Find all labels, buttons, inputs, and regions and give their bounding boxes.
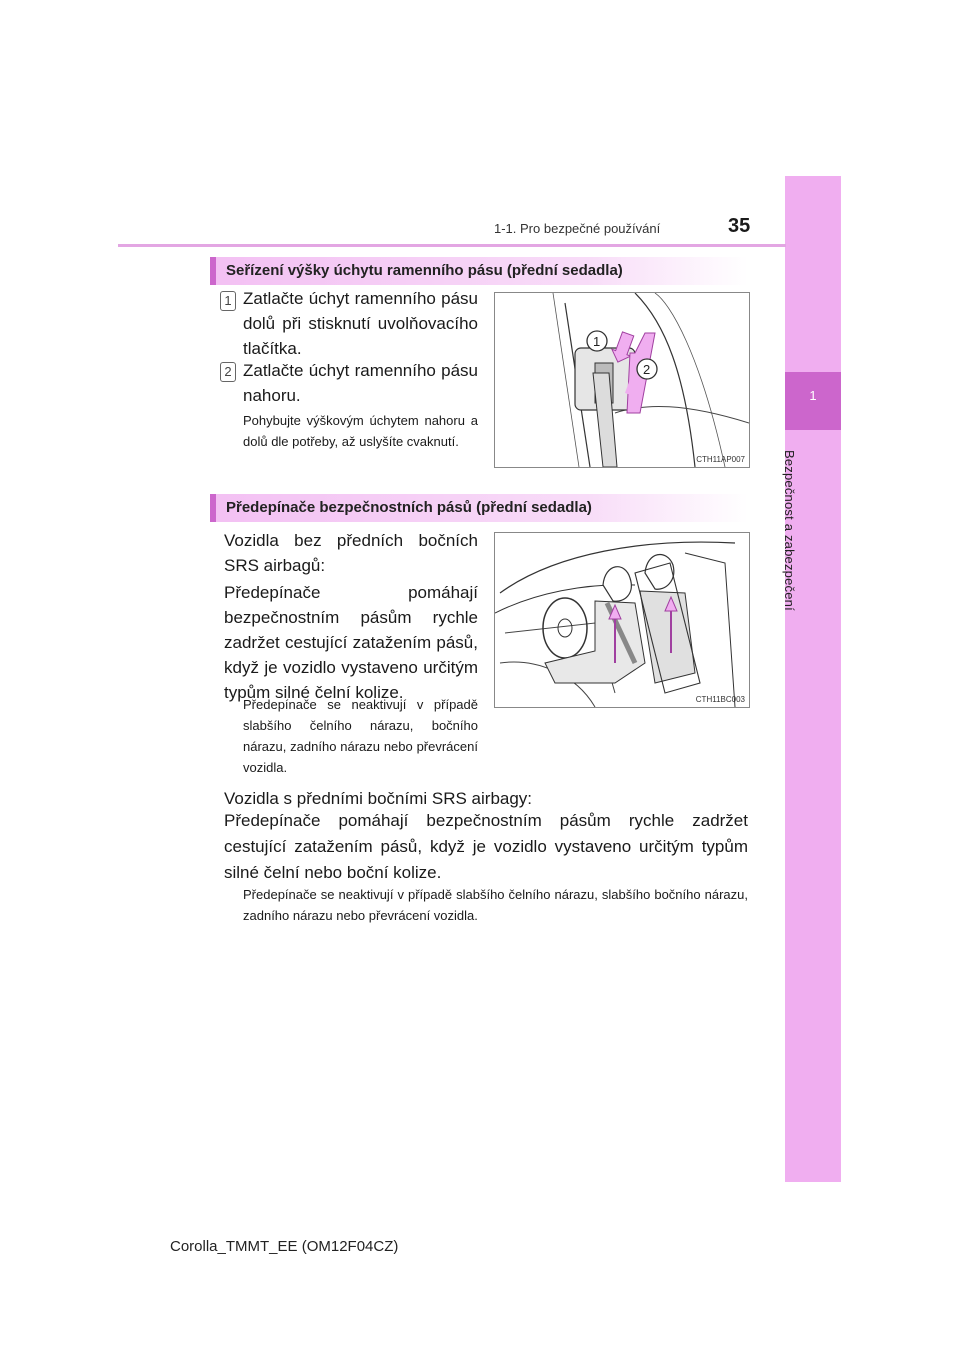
figure-label-1: 1 [593,334,601,349]
section-heading-pretensioners [210,494,748,522]
figure-label-2: 2 [643,362,651,377]
para2-note: Předepínače se neaktivují v případě slabšího čelního nárazu, slabšího bočního nárazu, zadního nárazu nebo převrácení vozidla. [243,887,748,923]
figure-shoulder-anchor [494,292,750,468]
para1-intro: Vozidla bez předních bočních SRS airbagů: [224,531,478,575]
para1-text: Předepínače pomáhají bezpečnostním pásům rychle zadržet cestující zatažením pásů, když je vozidlo vystaveno určitým typům silné čelní kolize. [224,583,478,702]
section-heading-shoulder-anchor [210,257,748,285]
step-marker-2: 2 [220,362,236,382]
figure-code-1: CTH11AP007 [696,455,745,464]
chapter-title-vertical [782,450,806,630]
para2-intro: Vozidla s předními bočními SRS airbagy: [224,789,533,808]
section-heading-text: Předepínače bezpečnostních pásů (přední sedadla) [226,499,592,516]
chapter-number: 1 [809,388,817,403]
step-1-text: Zatlačte úchyt ramenního pásu dolů při stisknutí uvolňovacího tlačítka. [243,289,478,358]
header-rule [118,244,786,247]
chapter-title: Bezpečnost a zabezpečení [782,450,797,611]
page-number: 35 [728,215,751,237]
section-heading-text: Seřízení výšky úchytu ramenního pásu (přední sedadla) [226,262,623,279]
figure-code-2: CTH11BC003 [695,695,745,704]
document-id: Corolla_TMMT_EE (OM12F04CZ) [170,1238,399,1255]
car-interior-illustration [495,533,749,707]
figure-pretensioners [494,532,750,708]
step-marker-1: 1 [220,291,236,311]
shoulder-anchor-illustration [495,293,749,467]
step-note: Pohybujte výškovým úchytem nahoru a dolů dle potřeby, až uslyšíte cvaknutí. [243,413,478,449]
step-2-text: Zatlačte úchyt ramenního pásu nahoru. [243,361,478,405]
section-title: 1-1. Pro bezpečné používání [494,221,661,236]
chapter-tab-strip [785,176,841,1182]
para1-note: Předepínače se neaktivují v případě slabšího čelního nárazu, bočního nárazu, zadního nárazu nebo převrácení vozidla. [243,697,478,775]
para2-text: Předepínače pomáhají bezpečnostním pásům rychle zadržet cestující zatažením pásů, když je vozidlo vystaveno určitým typům silné čelní nebo boční kolize. [224,811,748,882]
